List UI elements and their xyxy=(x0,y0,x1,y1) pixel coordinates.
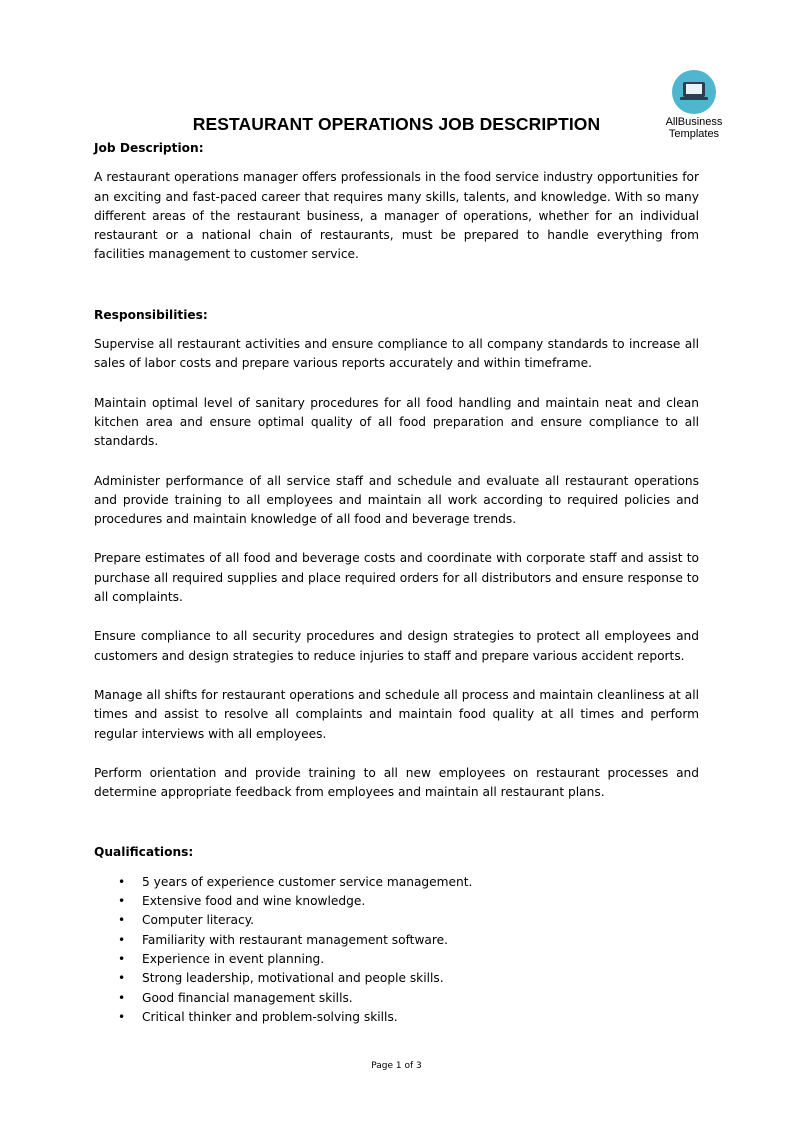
bullet-icon: • xyxy=(118,894,126,909)
laptop-screen xyxy=(686,84,702,94)
responsibility-item-2: Maintain optimal level of sanitary procedures for all food handling and maintain neat and clean kitchen area and ensure optimal quality of all food preparation and ensure compliance to all standards. xyxy=(94,395,699,449)
bullet-icon: • xyxy=(118,932,126,947)
qualification-item xyxy=(94,873,699,892)
logo-line-1: AllBusiness xyxy=(665,116,723,128)
qualifications-list xyxy=(94,873,699,1027)
qualification-text: Familiarity with restaurant management software. xyxy=(142,932,448,947)
qualification-item xyxy=(94,950,699,969)
qualification-text: Critical thinker and problem-solving skills. xyxy=(142,1009,398,1024)
qualification-text: Strong leadership, motivational and people skills. xyxy=(142,971,444,986)
qualification-item xyxy=(94,892,699,911)
qualification-text: Extensive food and wine knowledge. xyxy=(142,894,366,909)
logo-circle xyxy=(672,70,716,114)
qualification-item xyxy=(94,989,699,1008)
bullet-icon: • xyxy=(118,874,126,889)
laptop-icon xyxy=(683,82,705,97)
qualification-text: Experience in event planning. xyxy=(142,951,325,966)
job-description-text: A restaurant operations manager offers professionals in the food service industry opportunities for an exciting and fast-paced career that requires many skills, talents, and knowledge. With so many different areas of the restaurant business, a manager of operations, whether for an individual restaurant or a national chain of restaurants, must be prepared to handle everything from facilities management to customer service. xyxy=(94,170,699,262)
bullet-icon: • xyxy=(118,951,126,966)
responsibility-item-6: Manage all shifts for restaurant operations and schedule all process and maintain cleanliness at all times and assist to resolve all complaints and maintain food quality at all times and perform regular interviews with all employees. xyxy=(94,687,699,741)
responsibilities-heading: Responsibilities: xyxy=(94,307,208,322)
responsibility-item-4: Prepare estimates of all food and beverage costs and coordinate with corporate staff and assist to purchase all required supplies and place required orders for all distributors and ensure response to all complaints. xyxy=(94,551,699,605)
qualification-item xyxy=(94,931,699,950)
responsibility-item-5: Ensure compliance to all security procedures and design strategies to protect all employees and customers and design strategies to reduce injuries to staff and prepare various accident reports. xyxy=(94,629,699,663)
responsibility-item-1: Supervise all restaurant activities and ensure compliance to all company standards to increase all sales of labor costs and prepare various reports accurately and within timeframe. xyxy=(94,337,699,371)
responsibility-item-3: Administer performance of all service staff and schedule and evaluate all restaurant operations and provide training to all employees and maintain all work according to required policies and procedures and maintain knowledge of all food and beverage trends. xyxy=(94,473,699,527)
page-number: Page 1 of 3 xyxy=(371,1061,422,1071)
qualification-item xyxy=(94,911,699,930)
responsibility-item-7: Perform orientation and provide training to all new employees on restaurant processes and determine appropriate feedback from employees and maintain all restaurant plans. xyxy=(94,765,699,800)
qualification-text: Good financial management skills. xyxy=(142,990,353,1005)
bullet-icon: • xyxy=(118,990,126,1005)
qualifications-heading: Qualifications: xyxy=(94,845,194,860)
qualification-item xyxy=(94,969,699,988)
bullet-icon: • xyxy=(118,913,126,928)
logo-line-2: Templates xyxy=(668,128,720,140)
document-title: RESTAURANT OPERATIONS JOB DESCRIPTION xyxy=(192,114,601,134)
qualification-text: Computer literacy. xyxy=(142,913,255,928)
job-description-heading: Job Description: xyxy=(94,141,204,155)
bullet-icon: • xyxy=(118,1009,126,1024)
qualification-item xyxy=(94,1008,699,1027)
document-body xyxy=(94,139,699,1027)
bullet-icon: • xyxy=(118,971,126,986)
laptop-base xyxy=(680,97,708,100)
qualification-text: 5 years of experience customer service management. xyxy=(142,874,473,889)
